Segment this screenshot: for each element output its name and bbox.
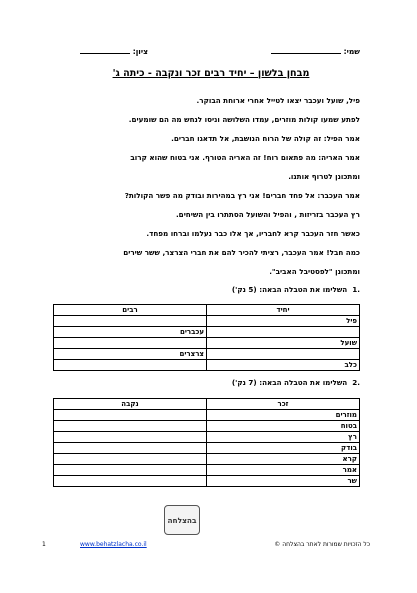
male-cell: שר [207, 476, 360, 487]
singular-cell: שועל [207, 338, 360, 349]
plural-cell: צרצרים [54, 349, 207, 360]
plural-cell: עכברים [54, 327, 207, 338]
question-1 [150, 285, 360, 295]
story-line-4: אמר האריה: מה פתאום רוח! זה האריה הטורף. אני בטוח שהוא קרוב [130, 153, 360, 162]
singular-plural-table [53, 304, 360, 371]
story-line-3: אמר הפיל: זה קולה של הרוח הנושבת, אל תדאגו חברים. [171, 134, 360, 143]
column-header-female: נקבה [54, 399, 207, 410]
story-line-1: פיל, שועל ועכבר יצאו לטייל אחרי ארוחת הבוקר. [196, 96, 360, 105]
table-row [54, 476, 360, 487]
story-line-9: כמה חבל! אמר העכבר, רציתי להכיר להם את חברי הצרצר, ששר שירים [123, 248, 360, 257]
male-cell: קרא [207, 454, 360, 465]
male-cell: בטוח [207, 421, 360, 432]
story-line-5: ומתכונן לטרוף אותנו. [288, 172, 360, 181]
footer-copyright: כל הזכויות שמורות לאתר בהצלחה © [274, 541, 370, 548]
singular-cell: פיל [207, 316, 360, 327]
table-row [54, 316, 360, 327]
table-row [54, 349, 360, 360]
female-cell-input[interactable] [54, 476, 207, 487]
behatzlacha-logo: בהצלחה [164, 505, 200, 535]
table-row [54, 443, 360, 454]
female-cell-input[interactable] [54, 410, 207, 421]
female-cell-input[interactable] [54, 421, 207, 432]
male-cell: מוזרים [207, 410, 360, 421]
grade-label: ציון: [132, 47, 148, 56]
name-label: שמי: [343, 47, 360, 56]
female-cell-input[interactable] [54, 454, 207, 465]
plural-cell-input[interactable] [54, 360, 207, 371]
grade-field[interactable] [68, 46, 148, 56]
female-cell-input[interactable] [54, 432, 207, 443]
name-field[interactable] [250, 46, 360, 56]
column-header-singular: יחיד [207, 305, 360, 316]
table-row [54, 327, 360, 338]
column-header-male: זכר [207, 399, 360, 410]
story-line-10: ומתכונן "לפסטיבל האביב". [269, 267, 360, 276]
page-number: 1 [42, 541, 46, 548]
singular-cell-input[interactable] [207, 349, 360, 360]
column-header-plural: רבים [54, 305, 207, 316]
table-row [54, 410, 360, 421]
story-line-2: לפתע שמעו קולות מוזרים, עמדו השלושה וניסו לנחש מה הם שומעים. [128, 115, 360, 124]
table-row [54, 338, 360, 349]
male-cell: אמר [207, 465, 360, 476]
table-row [54, 360, 360, 371]
plural-cell-input[interactable] [54, 316, 207, 327]
table-row [54, 454, 360, 465]
question-1-number: .1 [352, 285, 360, 294]
male-cell: רץ [207, 432, 360, 443]
story-line-7: רץ העכבר בזריזות , והפיל והשועל הסתתרו בין השיחים. [175, 210, 360, 219]
footer-link[interactable]: www.behatzlacha.co.il [80, 541, 147, 548]
table-row [54, 421, 360, 432]
question-2 [150, 378, 360, 388]
question-2-number: .2 [352, 378, 360, 387]
grade-line[interactable] [80, 46, 130, 54]
female-cell-input[interactable] [54, 465, 207, 476]
question-2-text: השלימו את הטבלה הבאה: (7 נק') [231, 378, 348, 387]
male-female-table [53, 398, 360, 487]
page-title: מבחן בלשון – יחיד רבים זכר ונקבה - כיתה ג' [112, 68, 310, 79]
table-row [54, 432, 360, 443]
question-1-text: השלימו את הטבלה הבאה: (5 נק') [231, 285, 348, 294]
singular-cell: כלב [207, 360, 360, 371]
plural-cell-input[interactable] [54, 338, 207, 349]
name-line[interactable] [271, 46, 341, 54]
story-line-6: אמר העכבר: אל פחד חברים! אני רץ במהירות ובודק מה פשר הקולות? [124, 191, 360, 200]
male-cell: בודק [207, 443, 360, 454]
table-row [54, 465, 360, 476]
singular-cell-input[interactable] [207, 327, 360, 338]
story-line-8: כאשר חזר העכבר קרא לחבריו, אך אלו כבר נעלמו וברחו מפחד. [146, 229, 360, 238]
female-cell-input[interactable] [54, 443, 207, 454]
